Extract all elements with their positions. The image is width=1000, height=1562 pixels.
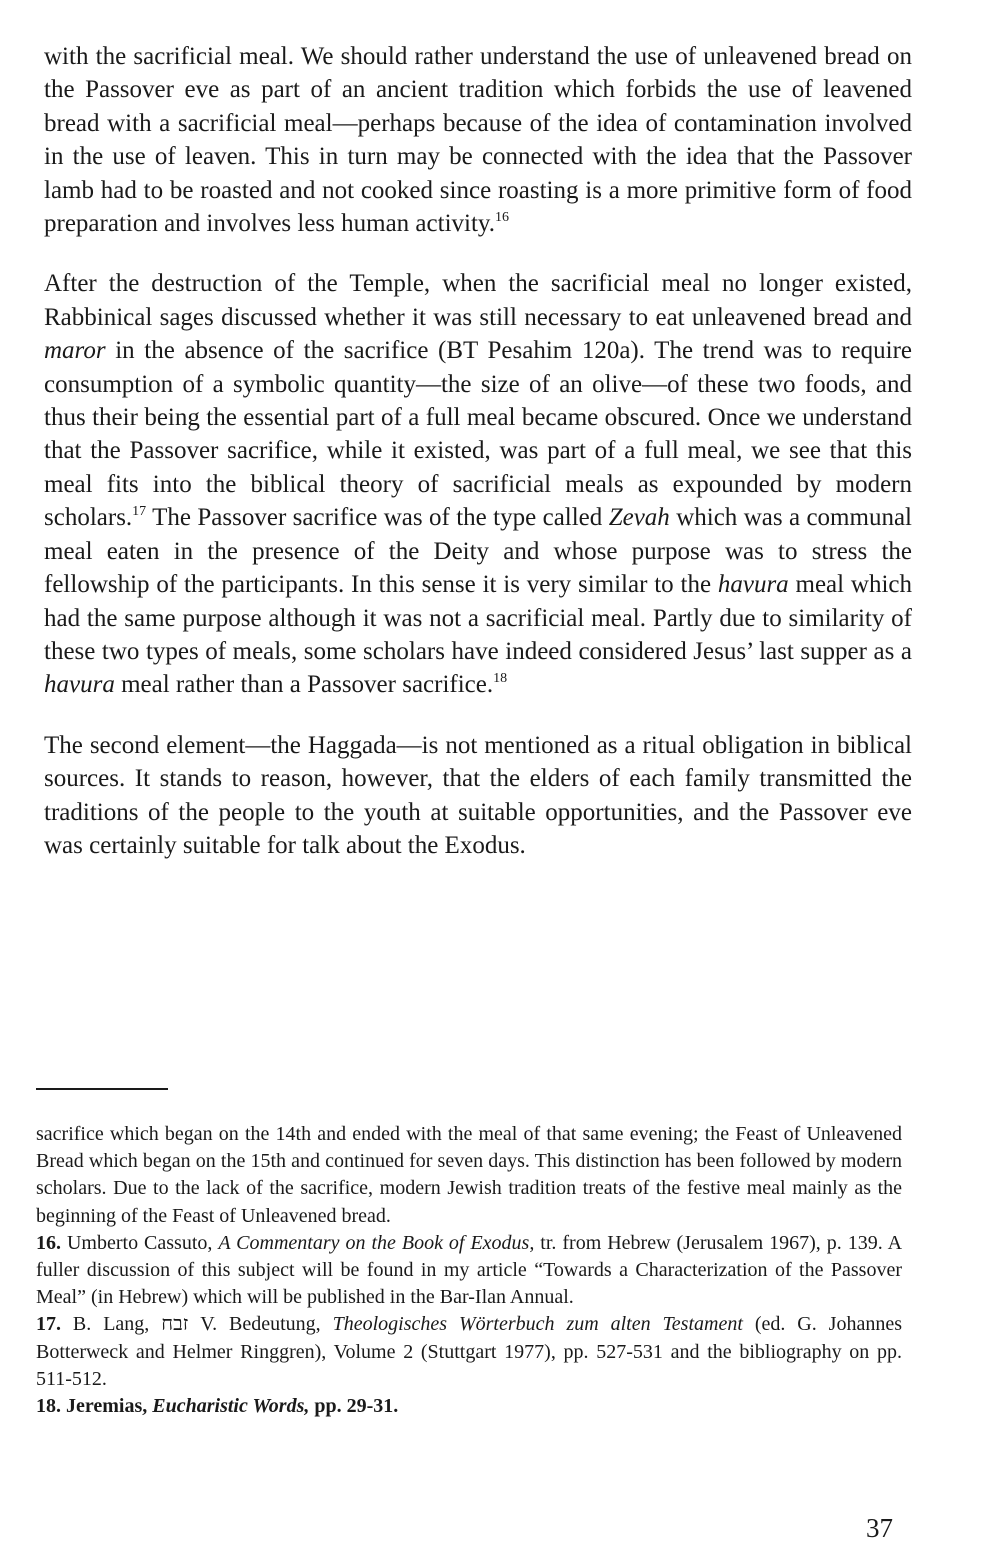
italic-term-havura: havura [717, 571, 789, 599]
footnote-number: 16. [36, 1231, 61, 1254]
footnote-ref-16: 16 [495, 210, 510, 226]
footnote-ref-18: 18 [493, 671, 508, 687]
italic-term-zevah: Zevah [608, 504, 670, 532]
paragraph-3: The second element—the Haggada—is not mentioned as a ritual obligation in biblical sources. It stands to reason, however, that the elders of each family transmitted the traditions of the people to the youth at suitable opportunities, and the Passover eve was certainly suitable for talk about the Exodus. [44, 731, 912, 859]
book-title: Eucharistic Words, [152, 1395, 310, 1418]
book-title: A Commentary on the Book of Exodus, [218, 1231, 535, 1254]
footnote-number: 18. [36, 1395, 61, 1418]
paragraph-1: with the sacrificial meal. We should rather understand the use of unleavened bread on the Passover eve as part of an ancient tradition which forbids the use of leavened bread with a sacrificial meal—perhaps because of the idea of contamination involved in the use of leaven. This in turn may be connected with the idea that the Passover lamb had to be roasted and not cooked since roasting is a more primitive form of food preparation and involves less human activity.$^{16}$ [44, 43, 912, 238]
footnote-16: 16. Umberto Cassuto, A Commentary on the Book of Exodus, tr. from Hebrew (Jerusalem 1967), p. 139. A fuller discussion of this subject will be found in my article “Towards a Characterization of the Passover Meal” (in Hebrew) which will be published in the Bar-Ilan Annual. [36, 1231, 903, 1309]
footnote-ref-17: 17 [132, 504, 147, 520]
hebrew-word: זבח [161, 1313, 189, 1336]
footnote-number: 17. [36, 1313, 61, 1336]
footnote-17: 17. B. Lang, זבח V. Bedeutung, Theologisches Wörterbuch zum alten Testament (ed. G. Johannes Botterweck and Helmer Ringgren), Volume 2 (Stuttgart 1977), pp. 527-531 and the bibliography on pp. 511-512. [36, 1313, 902, 1390]
italic-term-havura-2: havura [44, 671, 115, 699]
book-title: Theologisches Wörterbuch zum alten Testament [332, 1313, 743, 1336]
footnote-divider [36, 1088, 168, 1090]
page-number: 37 [866, 1513, 893, 1543]
italic-term-maror: maror [44, 337, 106, 365]
paragraph-2: After the destruction of the Temple, when the sacrificial meal no longer existed, Rabbinical sages discussed whether it was still necessary to eat unleavened bread and maror in the absence of the sacrifice (BT Pesahim 120a). The trend was to require consumption of a symbolic quantity—the size of an olive—of these two foods, and thus their being the essential part of a full meal became obscured. Once we understand that the Passover sacrifice, while it existed, was part of a full meal, we see that this meal fits into the biblical theory of sacrificial meals as expounded by modern scholars.$^{17}$ The Passover sacrifice was of the type called Zevah which was a communal meal eaten in the presence of the Deity and whose purpose was to stress the fellowship of the participants. In this sense it is very similar to the havura meal which had the same purpose although it was not a sacrificial meal. Partly due to similarity of these two types of meals, some scholars have indeed considered Jesus’ last supper as a havura meal rather than a Passover sacrifice.$^{18}$ [44, 270, 912, 699]
footnotes [36, 1121, 902, 1420]
footnote-18: 18. Jeremias, Eucharistic Words, pp. 29-31. [36, 1395, 399, 1418]
main-text [44, 40, 912, 889]
footnote-continued: sacrifice which began on the 14th and ended with the meal of that same evening; the Feast of Unleavened Bread which began on the 15th and continued for seven days. This distinction has been followed by modern scholars. Due to the lack of the sacrifice, modern Jewish tradition treats of the festive meal mainly as the beginning of the Feast of Unleavened bread. [36, 1123, 902, 1227]
